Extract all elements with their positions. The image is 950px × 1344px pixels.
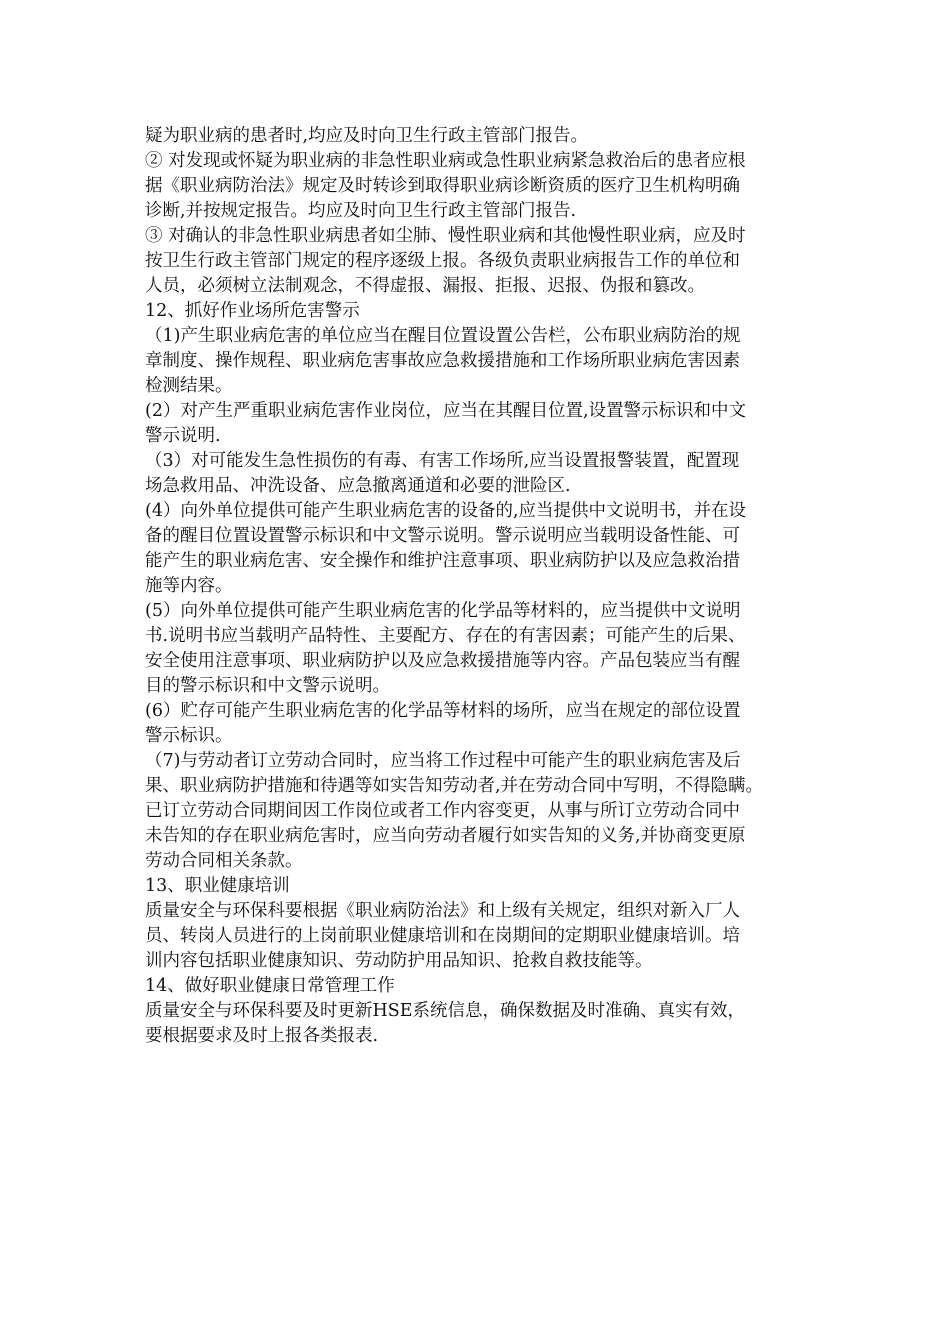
text-line: 警示标识。 — [145, 726, 233, 746]
text-line: ② 对发现或怀疑为职业病的非急性职业病或急性职业病紧急救治后的患者应根 — [145, 151, 746, 171]
text-line: 检测结果。 — [145, 376, 233, 396]
text-line: (4）向外单位提供可能产生职业病危害的设备的,应当提供中文说明书，并在设 — [145, 501, 747, 521]
text-line: 安全使用注意事项、职业病防护以及应急救援措施等内容。产品包装应当有醒 — [145, 651, 740, 671]
text-line: (2）对产生严重职业病危害作业岗位，应当在其醒目位置,设置警示标识和中文 — [145, 401, 747, 421]
text-line: 疑为职业病的患者时,均应及时向卫生行政主管部门报告。 — [145, 126, 589, 146]
text-line: 章制度、操作规程、职业病危害事故应急救援措施和工作场所职业病危害因素 — [145, 351, 740, 371]
text-line: ③ 对确认的非急性职业病患者如尘肺、慢性职业病和其他慢性职业病，应及时 — [145, 226, 746, 246]
text-line: 按卫生行政主管部门规定的程序逐级上报。各级负责职业病报告工作的单位和 — [145, 251, 740, 271]
text-line: （7)与劳动者订立劳动合同时，应当将工作过程中可能产生的职业病危害及后 — [145, 751, 741, 771]
text-line: 备的醒目位置设置警示标识和中文警示说明。警示说明应当载明设备性能、可 — [145, 526, 740, 546]
text-line: 未告知的存在职业病危害时，应当向劳动者履行如实告知的义务,并协商变更原 — [145, 826, 746, 846]
text-line: 已订立劳动合同期间因工作岗位或者工作内容变更，从事与所订立劳动合同中 — [145, 801, 740, 821]
text-line: （3）对可能发生急性损伤的有毒、有害工作场所,应当设置报警装置，配置现 — [145, 451, 740, 471]
text-line: 果、职业病防护措施和待遇等如实告知劳动者,并在劳动合同中写明，不得隐瞒。 — [145, 776, 764, 796]
text-line: 要根据要求及时上报各类报表. — [145, 1026, 379, 1046]
text-line: 质量安全与环保科要及时更新HSE系统信息，确保数据及时准确、真实有效， — [145, 1001, 746, 1021]
text-line: 能产生的职业病危害、安全操作和维护注意事项、职业病防护以及应急救治措 — [145, 551, 740, 571]
section-heading: 13、职业健康培训 — [145, 876, 290, 896]
text-line: 警示说明. — [145, 426, 221, 446]
text-line: 劳动合同相关条款。 — [145, 851, 303, 871]
text-line: 人员，必须树立法制观念，不得虚报、漏报、拒报、迟报、伪报和篡改。 — [145, 276, 705, 296]
text-line: （1)产生职业病危害的单位应当在醒目位置设置公告栏，公布职业病防治的规 — [145, 326, 741, 346]
text-line: (6）贮存可能产生职业病危害的化学品等材料的场所，应当在规定的部位设置 — [145, 701, 741, 721]
document-body — [145, 124, 815, 1049]
text-line: 员、转岗人员进行的上岗前职业健康培训和在岗期间的定期职业健康培训。培 — [145, 926, 740, 946]
text-line: 施等内容。 — [145, 576, 233, 596]
section-heading: 14、做好职业健康日常管理工作 — [145, 976, 395, 996]
section-heading: 12、抓好作业场所危害警示 — [145, 301, 360, 321]
text-line: 据《职业病防治法》规定及时转诊到取得职业病诊断资质的医疗卫生机构明确 — [145, 176, 740, 196]
text-line: 场急救用品、冲洗设备、应急撤离通道和必要的泄险区. — [145, 476, 571, 496]
text-line: 诊断,并按规定报告。均应及时向卫生行政主管部门报告. — [145, 201, 577, 221]
text-line: 目的警示标识和中文警示说明。 — [145, 676, 390, 696]
text-line: 质量安全与环保科要根据《职业病防治法》和上级有关规定，组织对新入厂人 — [145, 901, 740, 921]
text-line: 书.说明书应当载明产品特性、主要配方、存在的有害因素；可能产生的后果、 — [145, 626, 746, 646]
text-line: 训内容包括职业健康知识、劳动防护用品知识、抢救自救技能等。 — [145, 951, 653, 971]
text-line: (5）向外单位提供可能产生职业病危害的化学品等材料的，应当提供中文说明 — [145, 601, 741, 621]
